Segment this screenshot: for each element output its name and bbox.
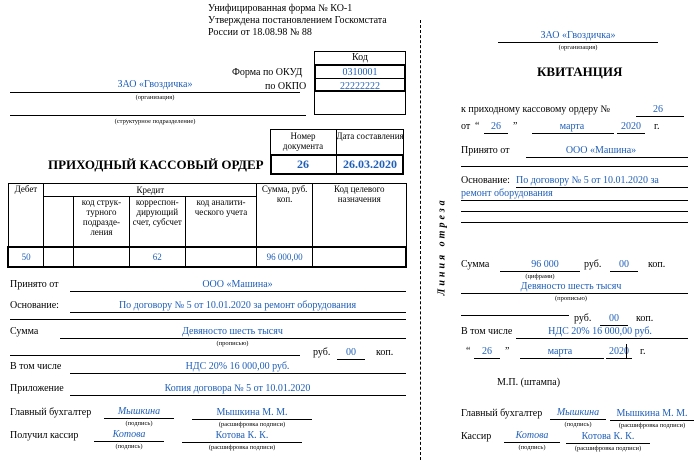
num-header: Номер документа: [282, 131, 324, 151]
order-number: 26: [297, 157, 309, 171]
receipt-digits-caption: (цифрами): [525, 273, 555, 280]
sum-value: 96 000,00: [257, 247, 313, 267]
receipt-chief-decode-caption: (расшифровка подписи): [618, 422, 686, 429]
okpo-value: 22222222: [340, 81, 380, 92]
approved-text: Утверждена постановлением Госкомстата: [208, 15, 387, 26]
org-caption: (организация): [135, 94, 175, 101]
receipt-chief-name: Мышкина М. М.: [616, 408, 688, 419]
receipt-org: ЗАО «Гвоздичка»: [540, 30, 616, 41]
cut-line: [420, 20, 429, 460]
kop-label: коп.: [376, 347, 394, 358]
accounting-table: [7, 183, 407, 268]
receipt-rub: руб.: [584, 259, 602, 270]
receipt-to-order: к приходному кассовому ордеру №: [461, 104, 611, 115]
okud-label: Форма по ОКУД: [232, 67, 303, 78]
receipt-stamp: М.П. (штампа): [497, 377, 561, 388]
receipt-cashier-sign-caption: (подпись): [518, 444, 546, 451]
credit-blank-header: [44, 197, 74, 247]
receipt-date-day: 26: [482, 346, 492, 357]
chief-label: Главный бухгалтер: [10, 407, 92, 418]
debet-value: 50: [8, 247, 44, 267]
receipt-month: марта: [559, 121, 585, 132]
receipt-cashier-signature: Котова: [515, 430, 549, 441]
receipt-title: КВИТАНЦИЯ: [537, 64, 623, 79]
receipt-basis-value-1: По договору № 5 от 10.01.2020 за: [516, 175, 659, 186]
analytic-header: код аналити-ческого учета: [185, 197, 257, 247]
cashier-signature: Котова: [112, 429, 146, 440]
receipt-chief-sign-caption: (подпись): [564, 421, 592, 428]
sum-label: Сумма: [10, 326, 39, 337]
receipt-day: 26: [491, 121, 501, 132]
kop-value: 00: [346, 347, 356, 358]
receipt-incl-value: НДС 20% 16 000,00 руб.: [548, 326, 652, 337]
cashier-name: Котова К. К.: [215, 430, 269, 441]
basis-label: Основание:: [10, 300, 59, 311]
receipt-kop-value-2: 00: [609, 313, 619, 324]
sum-words-caption: (прописью): [216, 340, 249, 347]
receipt-date-month: марта: [547, 346, 573, 357]
rub-label: руб.: [313, 347, 331, 358]
receipt-rub2: руб.: [574, 313, 592, 324]
receipt-chief-signature: Мышкина: [556, 407, 600, 418]
chief-signature: Мышкина: [117, 406, 161, 417]
okud-value: 0310001: [342, 67, 378, 78]
chief-name: Мышкина М. М.: [216, 407, 288, 418]
receipt-cashier-label: Кассир: [461, 431, 492, 442]
struct-header: код струк-турного подразде-ления: [74, 197, 130, 247]
analytic-value: [185, 247, 257, 267]
credit-blank-value: [44, 247, 74, 267]
receipt-kop-value: 00: [619, 259, 629, 270]
incl-value: НДС 20% 16 000,00 руб.: [185, 361, 290, 372]
chief-decode-caption: (расшифровка подписи): [218, 421, 286, 428]
division-caption: (структурное подразделение): [114, 118, 196, 125]
attach-value: Копия договора № 5 от 10.01.2020: [164, 383, 311, 394]
code-label: Код: [352, 52, 368, 63]
receipt-sum-label: Сумма: [461, 259, 490, 270]
sum-header: Сумма, руб. коп.: [257, 184, 313, 247]
struct-value: [74, 247, 130, 267]
receipt-date-g: г.: [640, 346, 646, 357]
sum-words: Девяносто шесть тысяч: [182, 326, 283, 337]
receipt-kop: коп.: [648, 259, 666, 270]
receipt-order-num: 26: [653, 104, 663, 115]
basis-value: По договору № 5 от 10.01.2020 за ремонт оборудования: [118, 300, 357, 311]
receipt-received-label: Принято от: [461, 145, 510, 156]
receipt-basis-value-2: ремонт оборудования: [461, 188, 553, 199]
target-value: [313, 247, 407, 267]
corr-header: корреспон-дирующий счет, субсчет: [129, 197, 185, 247]
credit-header: Кредит: [44, 184, 257, 197]
receipt-date-year: 2020: [609, 346, 629, 357]
receipt-cashier-decode-caption: (расшифровка подписи): [574, 445, 642, 452]
okpo-label: по ОКПО: [265, 81, 307, 92]
receipt-date-q1: “: [466, 346, 471, 357]
receipt-chief-label: Главный бухгалтер: [461, 408, 543, 419]
cut-line-label: Линия отреза: [436, 197, 448, 296]
receipt-received-value: ООО «Машина»: [565, 145, 637, 156]
cashier-decode-caption: (расшифровка подписи): [208, 444, 276, 451]
corr-value: 62: [129, 247, 185, 267]
receipt-sum-words: Девяносто шесть тысяч: [520, 281, 622, 292]
attach-label: Приложение: [10, 383, 64, 394]
order-date: 26.03.2020: [343, 157, 397, 171]
receipt-cashier-name: Котова К. К.: [581, 431, 635, 442]
receipt-date-q2: ”: [505, 346, 510, 357]
receipt-q2: ”: [513, 121, 518, 132]
code-empty-cell: [314, 91, 406, 115]
receipt-from: от: [461, 121, 471, 132]
russia-date: России от 18.08.98 № 88: [208, 27, 312, 38]
receipt-q1: “: [475, 121, 480, 132]
cashier-label: Получил кассир: [10, 430, 79, 441]
receipt-g: г.: [654, 121, 660, 132]
order-title: ПРИХОДНЫЙ КАССОВЫЙ ОРДЕР: [48, 157, 264, 172]
received-label: Принято от: [10, 279, 59, 290]
date-header: Дата составления: [336, 131, 404, 141]
cashier-sign-caption: (подпись): [115, 443, 143, 450]
debet-header: Дебет: [8, 184, 44, 247]
receipt-incl-label: В том числе: [461, 326, 513, 337]
chief-sign-caption: (подпись): [125, 420, 153, 427]
receipt-org-caption: (организация): [558, 44, 598, 51]
receipt-kop2: коп.: [636, 313, 654, 324]
received-value: ООО «Машина»: [202, 279, 273, 290]
incl-label: В том числе: [10, 361, 62, 372]
receipt-sum-num: 96 000: [531, 259, 559, 270]
target-header: Код целевого назначения: [313, 184, 407, 247]
receipt-basis-label: Основание:: [461, 175, 510, 186]
receipt-words-caption: (прописью): [555, 295, 587, 302]
org-name: ЗАО «Гвоздичка»: [117, 79, 193, 90]
receipt-year: 2020: [621, 121, 641, 132]
form-title: Унифицированная форма № КО-1: [208, 3, 353, 14]
